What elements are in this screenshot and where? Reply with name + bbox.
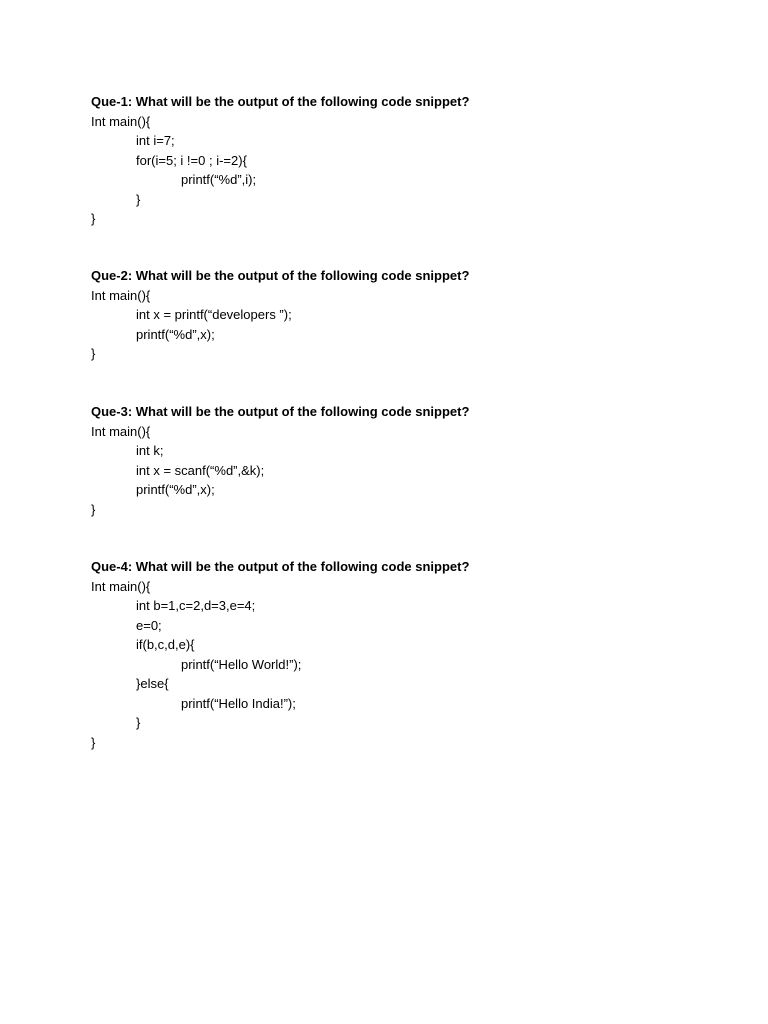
code-line: Int main(){ [91,287,151,303]
code-line: } [136,191,141,207]
question-heading: Que-3: What will be the output of the following code snippet? [91,404,470,419]
code-line: Int main(){ [91,578,151,594]
code-line: Int main(){ [91,423,151,439]
question-heading: Que-2: What will be the output of the following code snippet? [91,268,470,283]
code-line: int b=1,c=2,d=3,e=4; [136,598,256,613]
code-line: printf(“%d”,i); [181,172,257,187]
code-line: printf(“Hello India!”); [181,695,296,711]
code-line: } [91,501,96,517]
question-4 [91,557,731,752]
question-heading: Que-4: What will be the output of the following code snippet? [91,559,470,574]
question-1 [91,92,731,229]
code-line: if(b,c,d,e){ [136,637,195,652]
question-3 [91,402,731,519]
code-line: printf(“%d”,x); [136,482,215,497]
code-line: } [91,734,96,750]
code-line: } [136,715,141,730]
question-2 [91,266,731,364]
code-line: }else{ [136,676,169,691]
code-line: int i=7; [136,133,175,148]
code-line: } [91,346,96,361]
code-line: for(i=5; i !=0 ; i-=2){ [136,152,247,168]
code-line: e=0; [136,617,162,633]
code-line: printf(“Hello World!”); [181,656,302,672]
code-line: Int main(){ [91,113,151,129]
code-line: int k; [136,443,164,458]
code-line: int x = printf(“developers ”); [136,307,292,322]
code-line: printf(“%d”,x); [136,326,215,342]
code-line: } [91,211,96,226]
code-line: int x = scanf(“%d”,&k); [136,462,265,478]
question-heading: Que-1: What will be the output of the following code snippet? [91,94,470,109]
